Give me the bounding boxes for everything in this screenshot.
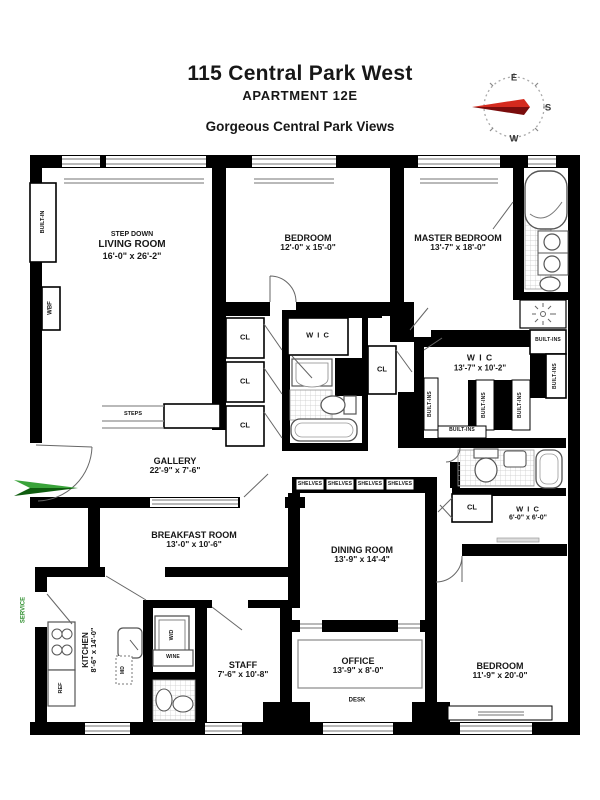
wbf-label: WBF: [47, 301, 54, 315]
built-ins-label: BUILT-INS: [427, 391, 434, 417]
built-ins-label: BUILT-INS: [552, 363, 559, 389]
living-room-line1: STEP DOWN: [110, 231, 154, 239]
master-bedroom-label: MASTER BEDROOM 13'-7" x 18'-0": [414, 232, 502, 253]
bathtub-icon: [291, 419, 357, 441]
sink-icon: [504, 451, 526, 467]
sink-icon: [118, 628, 142, 658]
kitchen-label: KITCHEN 8'-6" x 14'-0": [81, 627, 99, 673]
tagline: Gorgeous Central Park Views: [205, 119, 395, 134]
shelves-label: SHELVES: [357, 481, 383, 488]
closet-label: CL: [377, 364, 387, 374]
shelves-label: SHELVES: [327, 481, 353, 488]
door-swings: [36, 202, 513, 630]
entry-arrow-icon: [14, 480, 78, 496]
md-label: MD: [120, 665, 127, 675]
service-label: SERVICE: [20, 596, 27, 624]
desk-label: DESK: [348, 697, 366, 704]
steps-label: STEPS: [123, 410, 143, 417]
staff-bathroom-fixtures: [153, 680, 195, 720]
closet-label: CL: [467, 502, 477, 512]
sink-icon: [173, 696, 193, 712]
toilet-icon: [321, 396, 345, 414]
sink-icon: [544, 256, 560, 272]
built-ins-label: BUILT-INS: [449, 427, 475, 434]
staff-room-label: STAFF 7'-6" x 10'-8": [217, 659, 269, 680]
apartment-subtitle: APARTMENT 12E: [242, 88, 358, 103]
right-bathroom-fixtures: [458, 449, 562, 488]
toilet-icon: [475, 458, 497, 482]
living-room-label: [98, 231, 165, 261]
wic-small-label: W I C 6'-0" x 6'-0": [509, 504, 547, 522]
bedroom-bottom-label: BEDROOM 11'-9" x 20'-0": [472, 660, 528, 681]
gallery-label: GALLERY 22'-9" x 7'-6": [149, 455, 201, 476]
fridge-label: REF: [57, 682, 64, 694]
toilet-icon: [540, 277, 560, 291]
sink-icon: [544, 234, 560, 250]
stove-icon: [48, 622, 75, 670]
built-in-label: BUILT-IN: [39, 210, 46, 234]
living-room-dims: 16'-0" x 26'-2": [102, 250, 162, 261]
built-ins-label: BUILT-INS: [517, 392, 524, 418]
page-title: 115 Central Park West: [187, 62, 413, 85]
compass-east-label: E: [510, 72, 518, 84]
compass-west-label: W: [509, 133, 519, 145]
closet-label: CL: [240, 332, 250, 342]
office-label: OFFICE 13'-9" x 8'-0": [332, 655, 384, 676]
built-ins-label: BUILT-INS: [535, 337, 561, 344]
built-ins-label: BUILT-INS: [481, 392, 488, 418]
closet-shelf: [497, 538, 539, 542]
wine-label: WINE: [166, 654, 180, 661]
shelves-label: SHELVES: [387, 481, 413, 488]
dining-room-label: DINING ROOM 13'-9" x 14'-4": [331, 544, 393, 565]
shelves-label: SHELVES: [297, 481, 323, 488]
toilet-icon: [156, 689, 172, 711]
bedroom-top-label: BEDROOM 12'-0" x 15'-0": [280, 232, 336, 253]
compass-south-label: S: [544, 102, 552, 114]
living-room-name: LIVING ROOM: [98, 239, 166, 251]
closet-label: CL: [240, 420, 250, 430]
wic-master-label: W I C 13'-7" x 10'-2": [453, 352, 507, 373]
breakfast-room-label: BREAKFAST ROOM 13'-0" x 10'-6": [151, 529, 237, 550]
washer-dryer-label: W/D: [168, 629, 175, 641]
bedroom-window-bay: [448, 706, 552, 720]
bathtub-icon: [525, 171, 567, 229]
closet-label: CL: [240, 376, 250, 386]
wic-mid-label: W I C: [306, 330, 330, 340]
